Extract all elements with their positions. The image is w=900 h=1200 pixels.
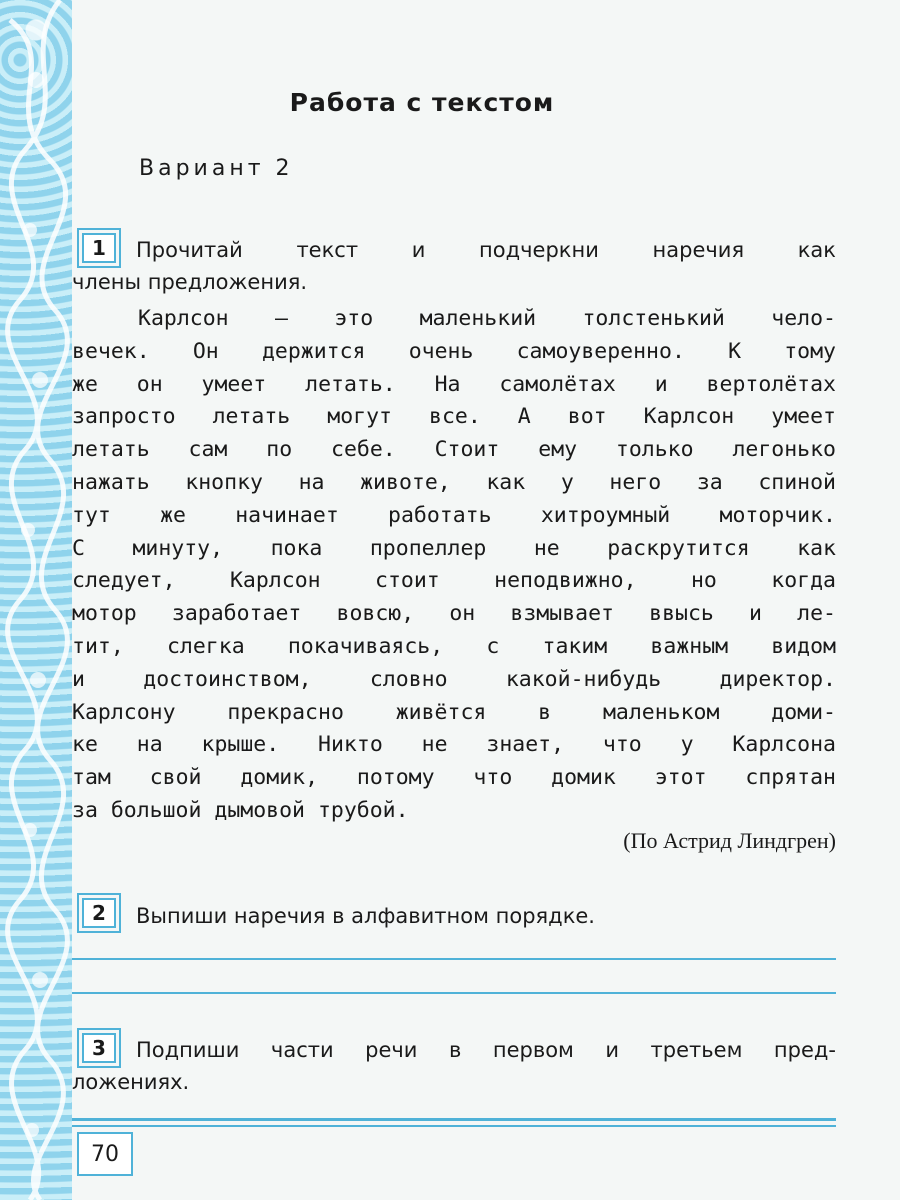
passage-line: Карлсону прекрасно живётся в маленьком доми- xyxy=(72,699,836,725)
ornament-swirl-icon xyxy=(0,0,72,1200)
task-2-instruction: Выпиши наречия в алфавитном порядке. xyxy=(136,904,595,928)
passage-line: нажать кнопку на животе, как у него за спиной xyxy=(72,469,836,495)
passage-line: вечек. Он держится очень самоуверенно. К тому xyxy=(72,338,836,364)
workbook-page xyxy=(72,0,900,1200)
task-1-instruction-cont: члены предложения. xyxy=(72,270,308,294)
passage-line: ке на крыше. Никто не знает, что у Карлсона xyxy=(72,732,836,758)
passage-source: (По Астрид Линдгрен) xyxy=(623,828,836,853)
variant-label: Вариант 2 xyxy=(139,156,294,181)
reading-passage xyxy=(72,303,836,828)
task-3-instruction-cont: ложениях. xyxy=(72,1070,190,1094)
bottom-rule xyxy=(72,1125,836,1127)
passage-line: мотор заработает вовсю, он взмывает ввысь и ле- xyxy=(72,601,836,627)
bottom-rule xyxy=(72,1118,836,1121)
task-1-number-box xyxy=(77,228,121,268)
task-1-number: 1 xyxy=(82,233,116,263)
task-3-instruction: Подпиши части речи в первом и третьем пред- xyxy=(136,1038,836,1062)
passage-line: Карлсон — это маленький толстенький чело- xyxy=(138,306,836,331)
passage-line: там свой домик, потому что домик этот спрятан xyxy=(72,765,836,791)
answer-line[interactable] xyxy=(72,958,836,960)
task-3-number: 3 xyxy=(82,1033,116,1063)
task-3-number-box xyxy=(77,1028,121,1068)
passage-line: же он умеет летать. На самолётах и вертолётах xyxy=(72,371,836,397)
passage-line: С минуту, пока пропеллер не раскрутится как xyxy=(72,535,836,561)
passage-line: за большой дымовой трубой. xyxy=(72,797,409,823)
passage-line: запросто летать могут все. А вот Карлсон умеет xyxy=(72,404,836,430)
passage-line: тут же начинает работать хитроумный моторчик. xyxy=(72,502,836,528)
decorative-ornament-strip xyxy=(0,0,72,1200)
passage-line: летать сам по себе. Стоит ему только легонько xyxy=(72,437,836,463)
answer-line[interactable] xyxy=(72,992,836,994)
task-2-number: 2 xyxy=(82,898,116,928)
passage-line: следует, Карлсон стоит неподвижно, но когда xyxy=(72,568,836,594)
task-1-instruction: Прочитай текст и подчеркни наречия как xyxy=(136,238,836,262)
task-2-number-box xyxy=(77,893,121,933)
passage-line: тит, слегка покачиваясь, с таким важным видом xyxy=(72,633,836,659)
passage-line: и достоинством, словно какой-нибудь директор. xyxy=(72,666,836,692)
page-number: 70 xyxy=(77,1132,133,1176)
page-title: Работа с текстом xyxy=(289,88,555,117)
